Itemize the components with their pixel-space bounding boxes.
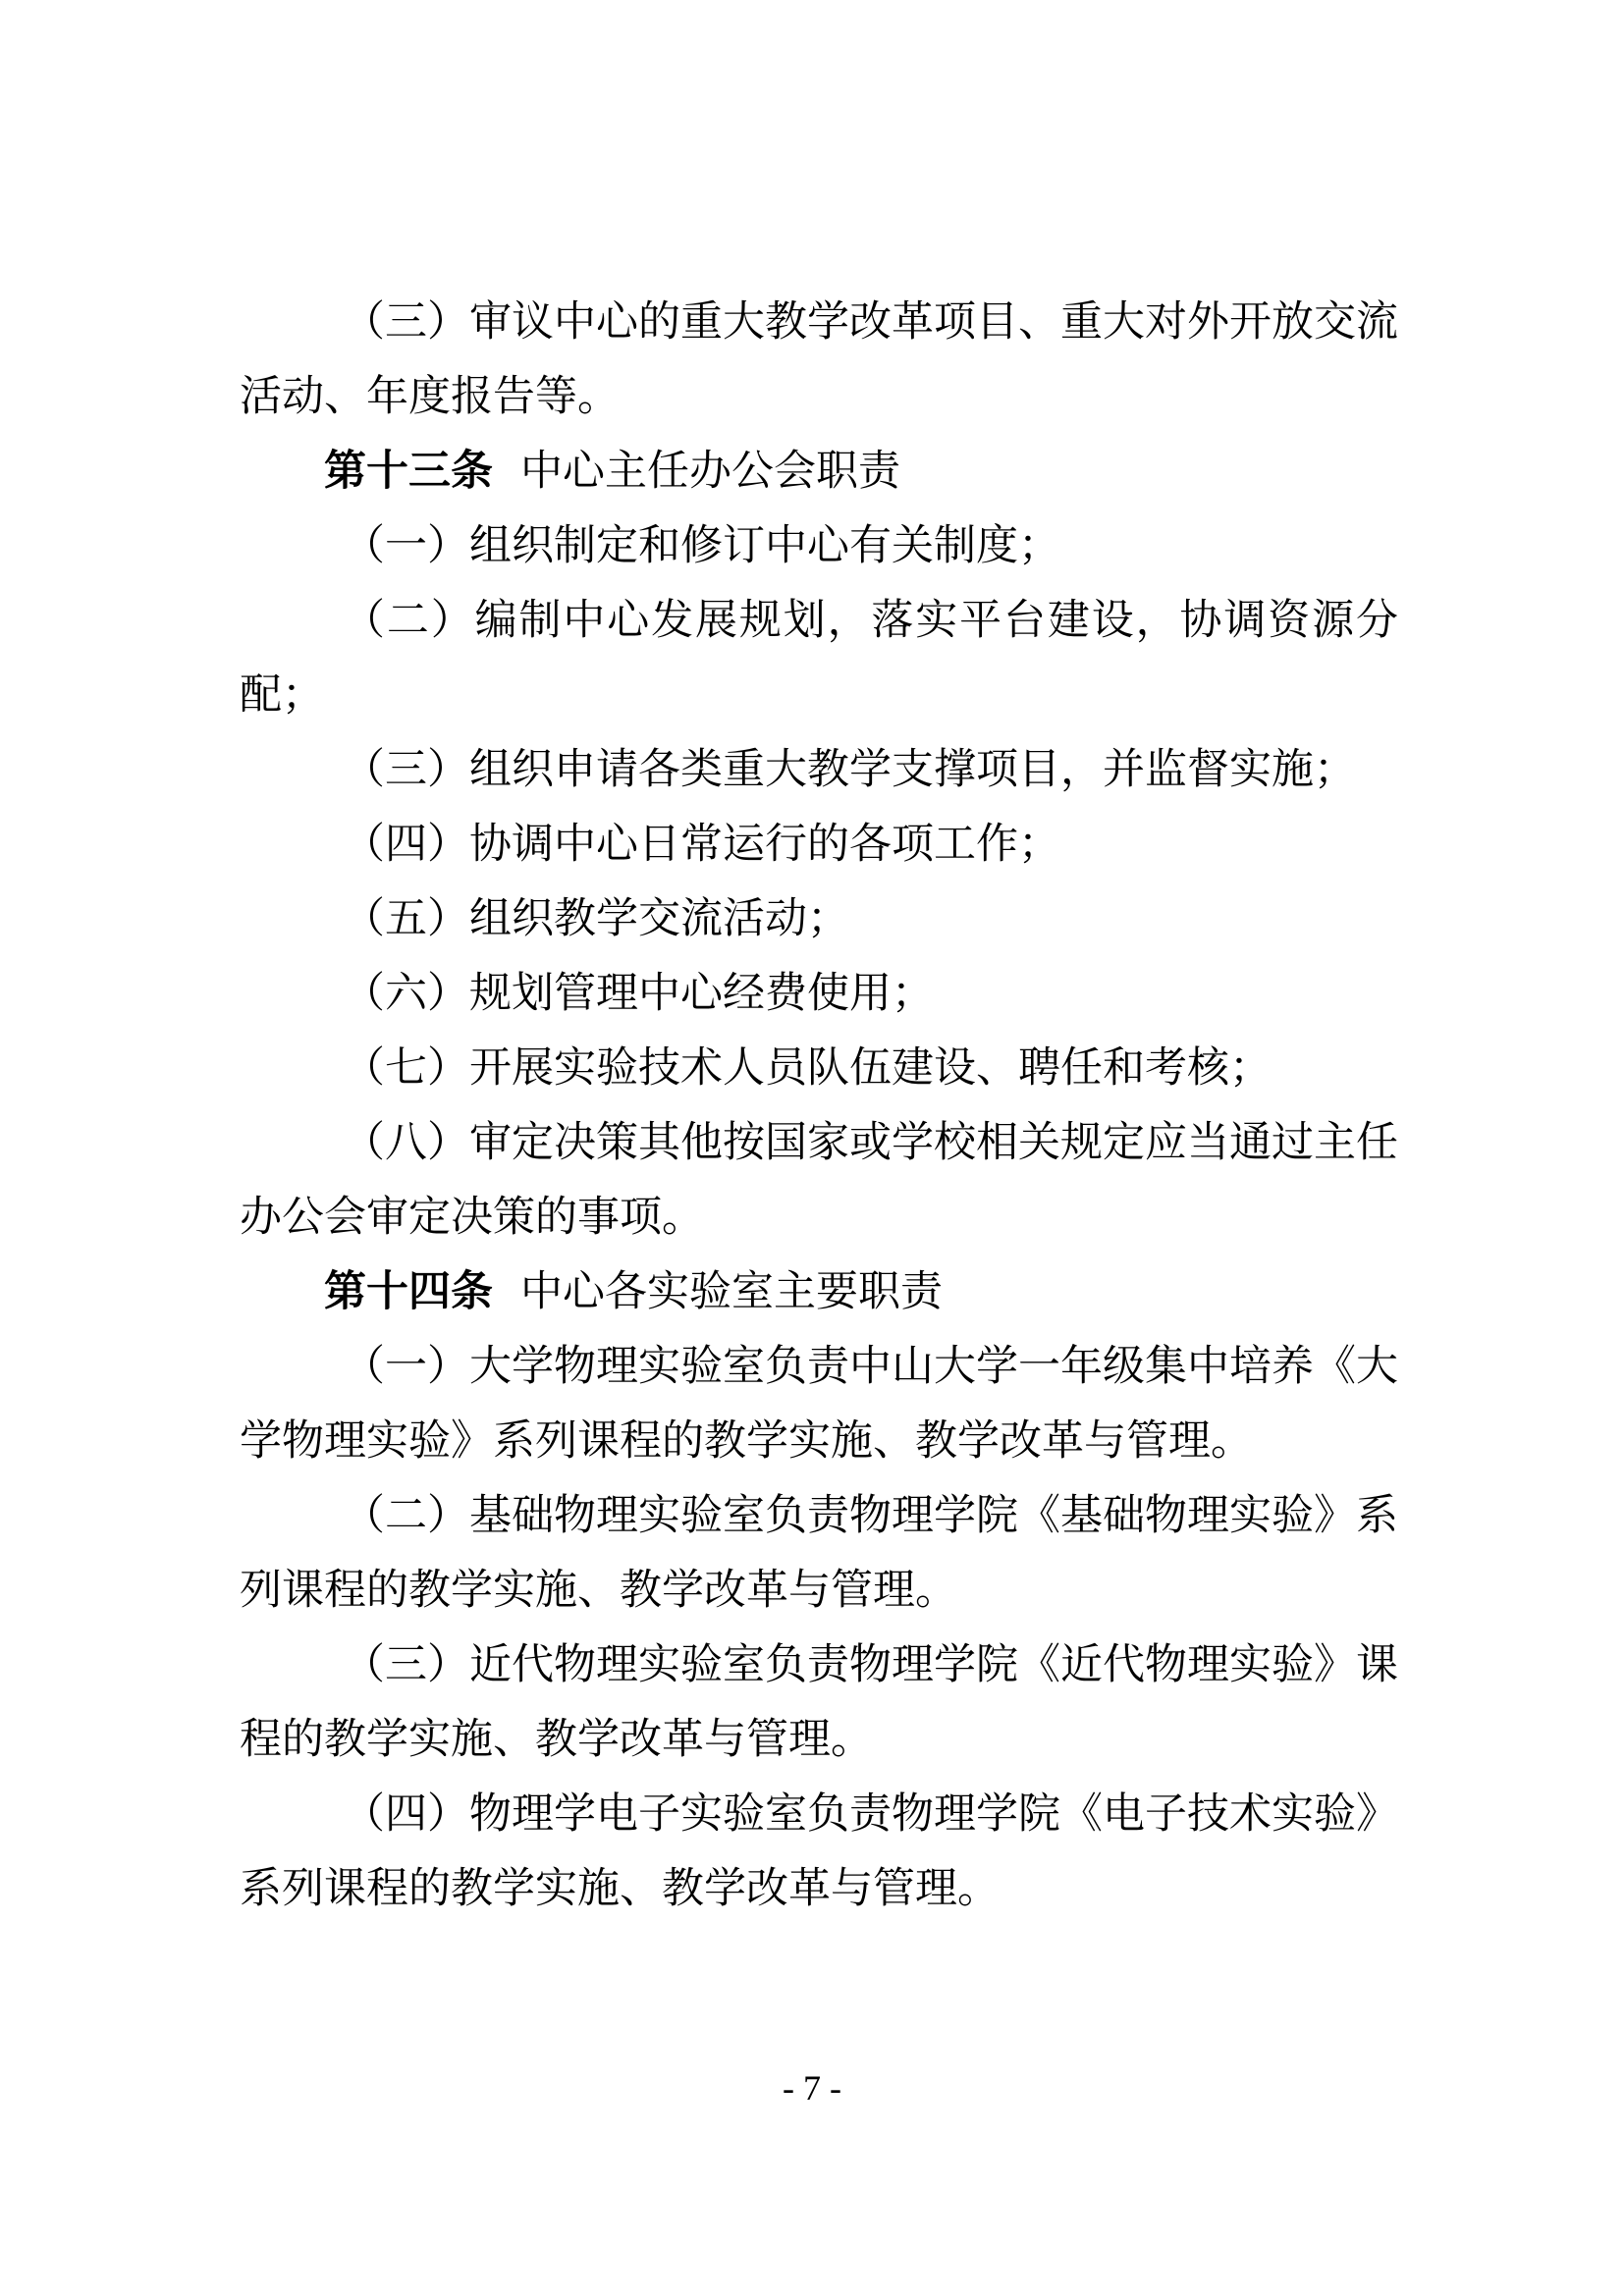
article-13-item-8: （八）审定决策其他按国家或学校相关规定应当通过主任办公会审定决策的事项。 (240, 1118, 1398, 1242)
article-13-heading (240, 434, 1398, 508)
article-13-item-6: （六）规划管理中心经费使用； (343, 969, 934, 1018)
article-14-item-4: （四）物理学电子实验室负责物理学院《电子技术实验》系列课程的教学实施、教学改革与管理。 (240, 1789, 1398, 1913)
article-14-item-3: （三）近代物理实验室负责物理学院《近代物理实验》课程的教学实施、教学改革与管理。 (240, 1640, 1398, 1764)
article-13-title: 中心主任办公会职责 (520, 447, 900, 496)
article-14-title: 中心各实验室主要职责 (520, 1267, 943, 1316)
article-14-item-1: （一）大学物理实验室负责中山大学一年级集中培养《大学物理实验》系列课程的教学实施、教学改革与管理。 (240, 1342, 1398, 1466)
document-body (240, 285, 1398, 1926)
article-13-item-1: （一）组织制定和修订中心有关制度； (343, 521, 1060, 570)
article-14-heading (240, 1255, 1398, 1329)
article-14-number: 第十四条 (324, 1267, 493, 1316)
article-14-item-2: （二）基础物理实验室负责物理学院《基础物理实验》系列课程的教学实施、教学改革与管理。 (240, 1491, 1398, 1615)
article-13-item-5: （五）组织教学交流活动； (343, 894, 849, 943)
page-number: - 7 - (783, 2068, 841, 2108)
article-13-item-4: （四）协调中心日常运行的各项工作； (343, 820, 1060, 869)
article-13-number: 第十三条 (324, 447, 493, 496)
paragraph-item: （三）审议中心的重大教学改革项目、重大对外开放交流活动、年度报告等。 (240, 297, 1398, 421)
article-13-item-7: （七）开展实验技术人员队伍建设、聘任和考核； (343, 1043, 1272, 1093)
article-13-item-2: （二）编制中心发展规划，落实平台建设，协调资源分配； (240, 596, 1398, 720)
article-13-item-3: （三）组织申请各类重大教学支撑项目，并监督实施； (343, 745, 1356, 794)
